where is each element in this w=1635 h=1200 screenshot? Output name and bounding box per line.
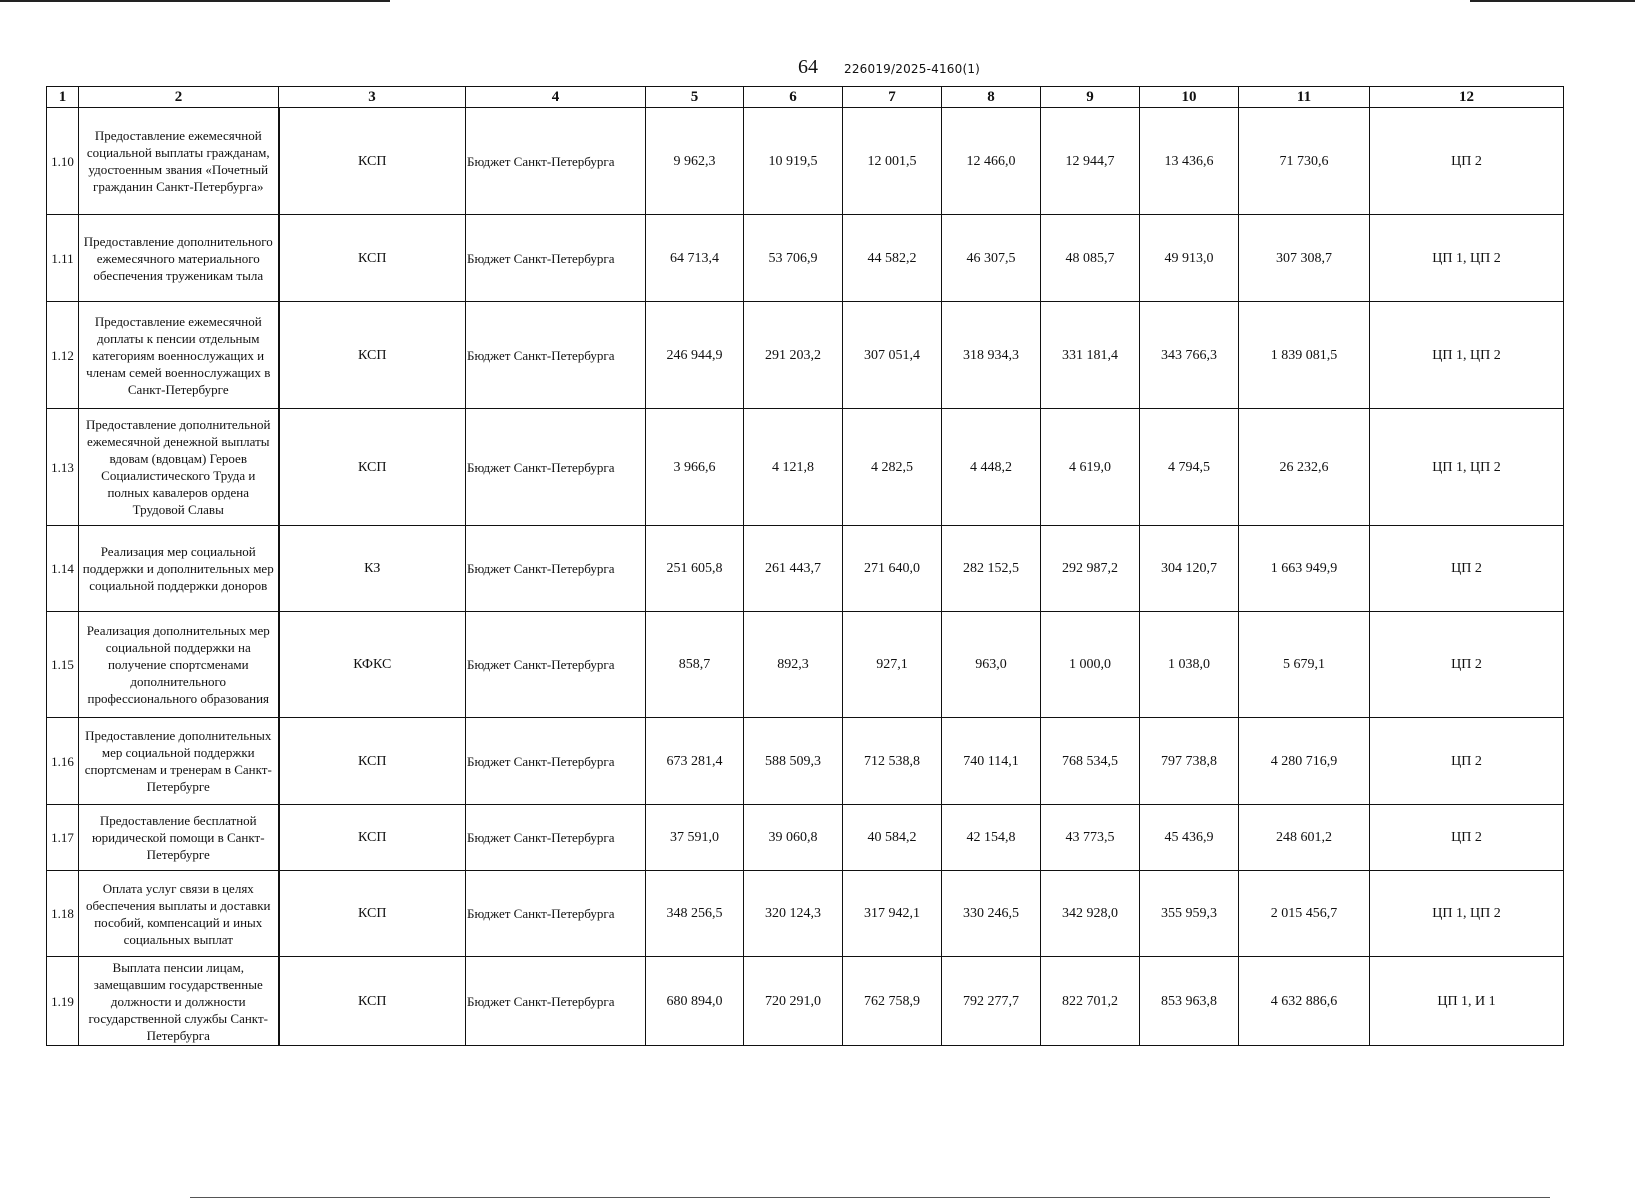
- column-header: 7: [843, 87, 942, 108]
- responsible-executor: КЗ: [279, 526, 466, 612]
- total-amount-cell: 2 015 456,7: [1239, 871, 1370, 957]
- table-row: [47, 409, 1564, 526]
- amount-cell: 792 277,7: [942, 957, 1041, 1046]
- row-number: 1.10: [47, 108, 79, 215]
- table-row: [47, 957, 1564, 1046]
- funding-source: Бюджет Санкт-Петербурга: [466, 718, 646, 805]
- table-header: [47, 87, 1564, 108]
- page-number: 64: [798, 56, 818, 78]
- amount-cell: 64 713,4: [646, 215, 744, 302]
- amount-cell: 822 701,2: [1041, 957, 1140, 1046]
- document-id: 226019/2025-4160(1): [844, 62, 981, 76]
- column-header: 4: [466, 87, 646, 108]
- scan-edge-line: [190, 1197, 1550, 1198]
- measure-description: Предоставление дополнительной ежемесячной денежной выплаты вдовам (вдовцам) Героев Социалистического Труда и полных кавалеров ордена Трудовой Славы: [79, 409, 279, 526]
- total-amount-cell: 307 308,7: [1239, 215, 1370, 302]
- measure-description: Выплата пенсии лицам, замещавшим государственные должности и должности государственной службы Санкт-Петербурга: [79, 957, 279, 1046]
- target-indicator: ЦП 1, ЦП 2: [1370, 302, 1564, 409]
- table-row: [47, 108, 1564, 215]
- amount-cell: 4 282,5: [843, 409, 942, 526]
- amount-cell: 797 738,8: [1140, 718, 1239, 805]
- amount-cell: 1 000,0: [1041, 612, 1140, 718]
- total-amount-cell: 1 663 949,9: [1239, 526, 1370, 612]
- amount-cell: 251 605,8: [646, 526, 744, 612]
- amount-cell: 304 120,7: [1140, 526, 1239, 612]
- amount-cell: 768 534,5: [1041, 718, 1140, 805]
- responsible-executor: КСП: [279, 215, 466, 302]
- column-header: 9: [1041, 87, 1140, 108]
- measure-description: Предоставление бесплатной юридической помощи в Санкт-Петербурге: [79, 805, 279, 871]
- amount-cell: 12 466,0: [942, 108, 1041, 215]
- amount-cell: 48 085,7: [1041, 215, 1140, 302]
- amount-cell: 46 307,5: [942, 215, 1041, 302]
- column-header: 3: [279, 87, 466, 108]
- column-header: 2: [79, 87, 279, 108]
- measure-description: Реализация дополнительных мер социальной поддержки на получение спортсменами дополнительного профессионального образования: [79, 612, 279, 718]
- amount-cell: 291 203,2: [744, 302, 843, 409]
- measure-description: Предоставление дополнительного ежемесячного материального обеспечения труженикам тыла: [79, 215, 279, 302]
- column-header: 8: [942, 87, 1041, 108]
- amount-cell: 4 448,2: [942, 409, 1041, 526]
- measure-description: Оплата услуг связи в целях обеспечения выплаты и доставки пособий, компенсаций и иных социальных выплат: [79, 871, 279, 957]
- scan-edge-line: [1470, 0, 1635, 2]
- amount-cell: 330 246,5: [942, 871, 1041, 957]
- amount-cell: 320 124,3: [744, 871, 843, 957]
- amount-cell: 762 758,9: [843, 957, 942, 1046]
- amount-cell: 271 640,0: [843, 526, 942, 612]
- amount-cell: 712 538,8: [843, 718, 942, 805]
- amount-cell: 42 154,8: [942, 805, 1041, 871]
- total-amount-cell: 4 632 886,6: [1239, 957, 1370, 1046]
- amount-cell: 43 773,5: [1041, 805, 1140, 871]
- column-header: 12: [1370, 87, 1564, 108]
- measure-description: Предоставление дополнительных мер социальной поддержки спортсменам и тренерам в Санкт-Петербурге: [79, 718, 279, 805]
- target-indicator: ЦП 2: [1370, 805, 1564, 871]
- funding-table: [46, 86, 1564, 1046]
- column-header: 11: [1239, 87, 1370, 108]
- amount-cell: 4 794,5: [1140, 409, 1239, 526]
- row-number: 1.13: [47, 409, 79, 526]
- responsible-executor: КСП: [279, 718, 466, 805]
- table-row: [47, 302, 1564, 409]
- funding-source: Бюджет Санкт-Петербурга: [466, 215, 646, 302]
- amount-cell: 3 966,6: [646, 409, 744, 526]
- amount-cell: 355 959,3: [1140, 871, 1239, 957]
- amount-cell: 4 619,0: [1041, 409, 1140, 526]
- table-row: [47, 718, 1564, 805]
- total-amount-cell: 248 601,2: [1239, 805, 1370, 871]
- total-amount-cell: 1 839 081,5: [1239, 302, 1370, 409]
- table-row: [47, 215, 1564, 302]
- funding-source: Бюджет Санкт-Петербурга: [466, 957, 646, 1046]
- amount-cell: 892,3: [744, 612, 843, 718]
- column-header: 10: [1140, 87, 1239, 108]
- target-indicator: ЦП 2: [1370, 718, 1564, 805]
- table-row: [47, 871, 1564, 957]
- measure-description: Предоставление ежемесячной доплаты к пенсии отдельным категориям военнослужащих и членам семей военнослужащих в Санкт-Петербурге: [79, 302, 279, 409]
- row-number: 1.11: [47, 215, 79, 302]
- amount-cell: 680 894,0: [646, 957, 744, 1046]
- responsible-executor: КСП: [279, 302, 466, 409]
- amount-cell: 1 038,0: [1140, 612, 1239, 718]
- funding-source: Бюджет Санкт-Петербурга: [466, 302, 646, 409]
- target-indicator: ЦП 1, И 1: [1370, 957, 1564, 1046]
- row-number: 1.18: [47, 871, 79, 957]
- responsible-executor: КСП: [279, 957, 466, 1046]
- table-body: [47, 108, 1564, 1046]
- funding-source: Бюджет Санкт-Петербурга: [466, 409, 646, 526]
- amount-cell: 342 928,0: [1041, 871, 1140, 957]
- total-amount-cell: 5 679,1: [1239, 612, 1370, 718]
- column-header: 5: [646, 87, 744, 108]
- scan-edge-line: [0, 0, 390, 2]
- table-row: [47, 526, 1564, 612]
- amount-cell: 858,7: [646, 612, 744, 718]
- amount-cell: 246 944,9: [646, 302, 744, 409]
- page-header: [798, 56, 980, 79]
- amount-cell: 37 591,0: [646, 805, 744, 871]
- funding-source: Бюджет Санкт-Петербурга: [466, 108, 646, 215]
- total-amount-cell: 71 730,6: [1239, 108, 1370, 215]
- table-row: [47, 612, 1564, 718]
- amount-cell: 588 509,3: [744, 718, 843, 805]
- amount-cell: 9 962,3: [646, 108, 744, 215]
- responsible-executor: КСП: [279, 108, 466, 215]
- target-indicator: ЦП 1, ЦП 2: [1370, 409, 1564, 526]
- amount-cell: 720 291,0: [744, 957, 843, 1046]
- target-indicator: ЦП 2: [1370, 108, 1564, 215]
- amount-cell: 4 121,8: [744, 409, 843, 526]
- amount-cell: 317 942,1: [843, 871, 942, 957]
- total-amount-cell: 4 280 716,9: [1239, 718, 1370, 805]
- amount-cell: 261 443,7: [744, 526, 843, 612]
- measure-description: Реализация мер социальной поддержки и дополнительных мер социальной поддержки доноров: [79, 526, 279, 612]
- header-row: [47, 87, 1564, 108]
- funding-source: Бюджет Санкт-Петербурга: [466, 871, 646, 957]
- amount-cell: 318 934,3: [942, 302, 1041, 409]
- amount-cell: 292 987,2: [1041, 526, 1140, 612]
- amount-cell: 49 913,0: [1140, 215, 1239, 302]
- amount-cell: 13 436,6: [1140, 108, 1239, 215]
- total-amount-cell: 26 232,6: [1239, 409, 1370, 526]
- amount-cell: 40 584,2: [843, 805, 942, 871]
- amount-cell: 331 181,4: [1041, 302, 1140, 409]
- amount-cell: 348 256,5: [646, 871, 744, 957]
- amount-cell: 45 436,9: [1140, 805, 1239, 871]
- column-header: 6: [744, 87, 843, 108]
- row-number: 1.12: [47, 302, 79, 409]
- amount-cell: 307 051,4: [843, 302, 942, 409]
- amount-cell: 12 001,5: [843, 108, 942, 215]
- target-indicator: ЦП 1, ЦП 2: [1370, 871, 1564, 957]
- responsible-executor: КСП: [279, 805, 466, 871]
- row-number: 1.16: [47, 718, 79, 805]
- column-header: 1: [47, 87, 79, 108]
- amount-cell: 39 060,8: [744, 805, 843, 871]
- amount-cell: 12 944,7: [1041, 108, 1140, 215]
- amount-cell: 853 963,8: [1140, 957, 1239, 1046]
- amount-cell: 282 152,5: [942, 526, 1041, 612]
- amount-cell: 53 706,9: [744, 215, 843, 302]
- amount-cell: 927,1: [843, 612, 942, 718]
- target-indicator: ЦП 2: [1370, 612, 1564, 718]
- funding-source: Бюджет Санкт-Петербурга: [466, 805, 646, 871]
- responsible-executor: КСП: [279, 871, 466, 957]
- amount-cell: 740 114,1: [942, 718, 1041, 805]
- target-indicator: ЦП 2: [1370, 526, 1564, 612]
- row-number: 1.14: [47, 526, 79, 612]
- responsible-executor: КСП: [279, 409, 466, 526]
- row-number: 1.15: [47, 612, 79, 718]
- funding-source: Бюджет Санкт-Петербурга: [466, 612, 646, 718]
- row-number: 1.19: [47, 957, 79, 1046]
- amount-cell: 673 281,4: [646, 718, 744, 805]
- amount-cell: 963,0: [942, 612, 1041, 718]
- amount-cell: 10 919,5: [744, 108, 843, 215]
- target-indicator: ЦП 1, ЦП 2: [1370, 215, 1564, 302]
- table-row: [47, 805, 1564, 871]
- amount-cell: 343 766,3: [1140, 302, 1239, 409]
- measure-description: Предоставление ежемесячной социальной выплаты гражданам, удостоенным звания «Почетный гражданин Санкт-Петербурга»: [79, 108, 279, 215]
- responsible-executor: КФКС: [279, 612, 466, 718]
- row-number: 1.17: [47, 805, 79, 871]
- amount-cell: 44 582,2: [843, 215, 942, 302]
- funding-source: Бюджет Санкт-Петербурга: [466, 526, 646, 612]
